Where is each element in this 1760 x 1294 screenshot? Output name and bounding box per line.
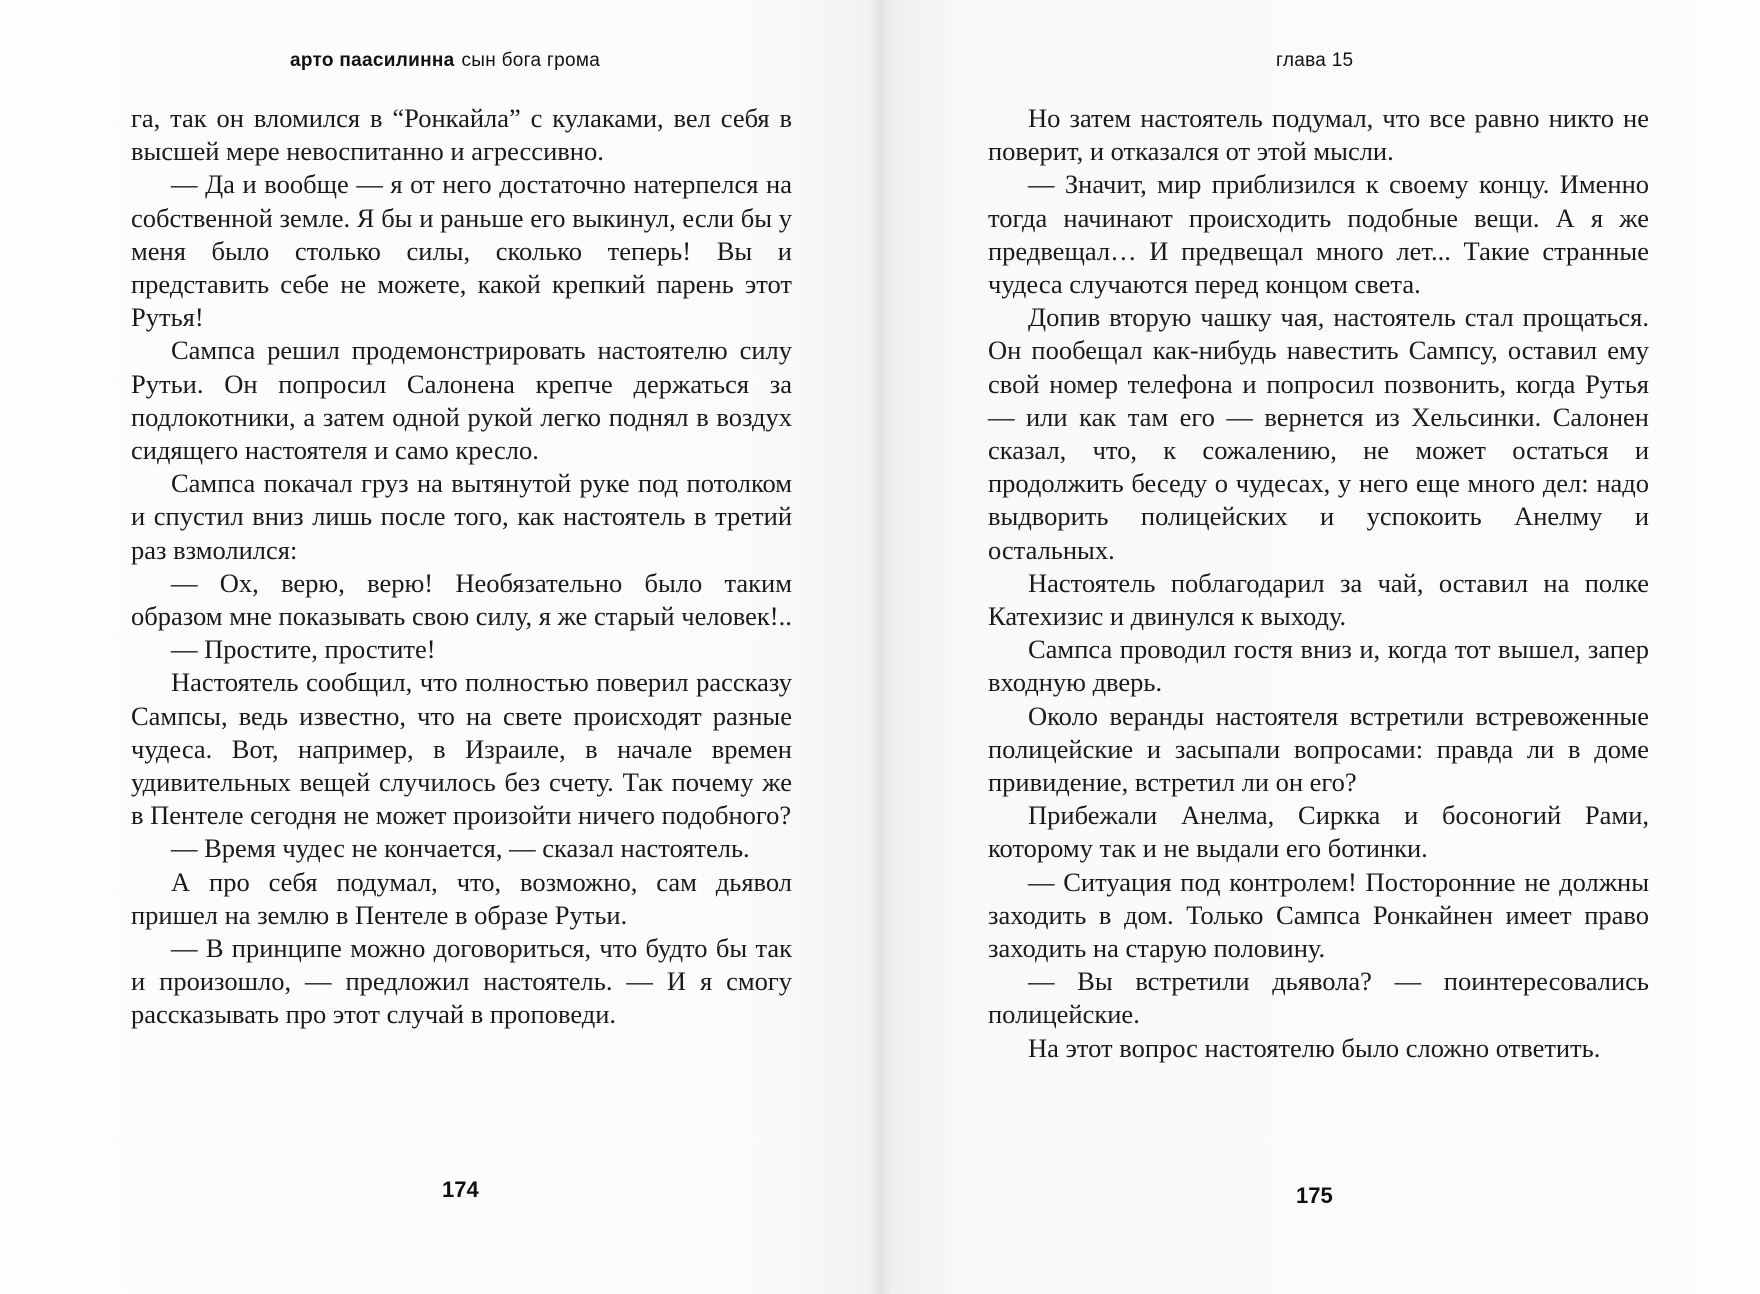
paragraph: — Простите, простите! [171,634,436,665]
book-gutter [868,0,892,1294]
paragraph: га, так он вломился в “Ронкайла” с кулаками, вел себя в высшей мере невоспитанно и агрессивно. [131,103,792,167]
running-head-author: арто паасилинна [290,50,455,71]
paragraph: Около веранды настоятеля встретили встревоженные полицейские и засыпали вопросами: правда ли в доме привидение, встретил ли он его? [988,700,1649,798]
paragraph: — Значит, мир приблизился к своему концу. Именно тогда начинают происходить подобные вещи. А я же предвещал… И предвещал много лет... Такие странные чудеса случаются перед концом света. [988,169,1649,300]
paragraph: А про себя подумал, что, возможно, сам дьявол пришел на землю в Пентеле в образе Рутьи. [131,866,792,930]
right-page [880,0,1760,1294]
paragraph: На этот вопрос настоятелю было сложно ответить. [1028,1032,1601,1063]
page-number-left: 174 [442,1177,479,1202]
paragraph: Сампса решил продемонстрировать настоятелю силу Рутьи. Он попросил Салонена крепче держаться за подлокотники, а затем одной рукой легко поднял в воздух сидящего настоятеля и само кресло. [131,335,792,466]
paragraph: Допив вторую чашку чая, настоятель стал прощаться. Он пообещал как-нибудь навестить Сампсу, оставил ему свой номер телефона и попросил позвонить, когда Рутья — или как там его — вернется из Хельсинки. Салонен сказал, что, к сожалению, не может остаться и продолжить беседу о чудесах, у него еще много дел: надо выдворить полицейских и успокоить Анелму и остальных. [988,302,1649,565]
paragraph: Настоятель сообщил, что полностью поверил рассказу Сампсы, ведь известно, что на свете происходят разные чудеса. Вот, например, в Израиле, в начале времен удивительных вещей случилось без счету. Так почему же в Пентеле сегодня не может произойти ничего подобного? [131,667,792,831]
paragraph: Настоятель поблагодарил за чай, оставил на полке Катехизис и двинулся к выходу. [988,567,1649,632]
right-page-body [988,102,1649,1065]
page-number-right: 175 [1296,1183,1333,1208]
running-head-right [1276,50,1353,72]
paragraph: Сампса покачал груз на вытянутой руке под потолком и спустил вниз лишь после того, как настоятель в третий раз взмолился: [131,468,792,565]
running-head-book-title: сын бога грома [461,50,601,71]
paragraph: — Да и вообще — я от него достаточно натерпелся на собственной земле. Я бы и раньше его выкинул, если бы у меня было столько силы, сколько теперь! Вы и представить себе не можете, какой крепкий парень этот Рутья! [131,169,792,333]
paragraph: — Вы встретили дьявола? — поинтересовались полицейские. [988,966,1649,1030]
left-page-body [131,102,792,1032]
paragraph: — Время чудес не кончается, — сказал настоятель. [171,833,750,864]
paragraph: — Ох, верю, верю! Необязательно было таким образом мне показывать свою силу, я же старый человек!.. [131,567,792,632]
running-head-left [290,50,600,72]
paragraph: Но затем настоятель подумал, что все равно никто не поверит, и отказался от этой мысли. [988,103,1649,167]
paragraph: — В принципе можно договориться, что будто бы так и произошло, — предложил настоятель. — И я смогу рассказывать про этот случай в проповеди. [131,933,792,1030]
paragraph: Прибежали Анелма, Сиркка и босоногий Рами, которому так и не выдали его ботинки. [988,800,1649,864]
running-head-chapter: глава 15 [1276,50,1354,71]
paragraph: Сампса проводил гостя вниз и, когда тот вышел, запер входную дверь. [988,634,1649,698]
paragraph: — Ситуация под контролем! Посторонние не должны заходить в дом. Только Сампса Ронкайнен имеет право заходить на старую половину. [988,866,1649,964]
